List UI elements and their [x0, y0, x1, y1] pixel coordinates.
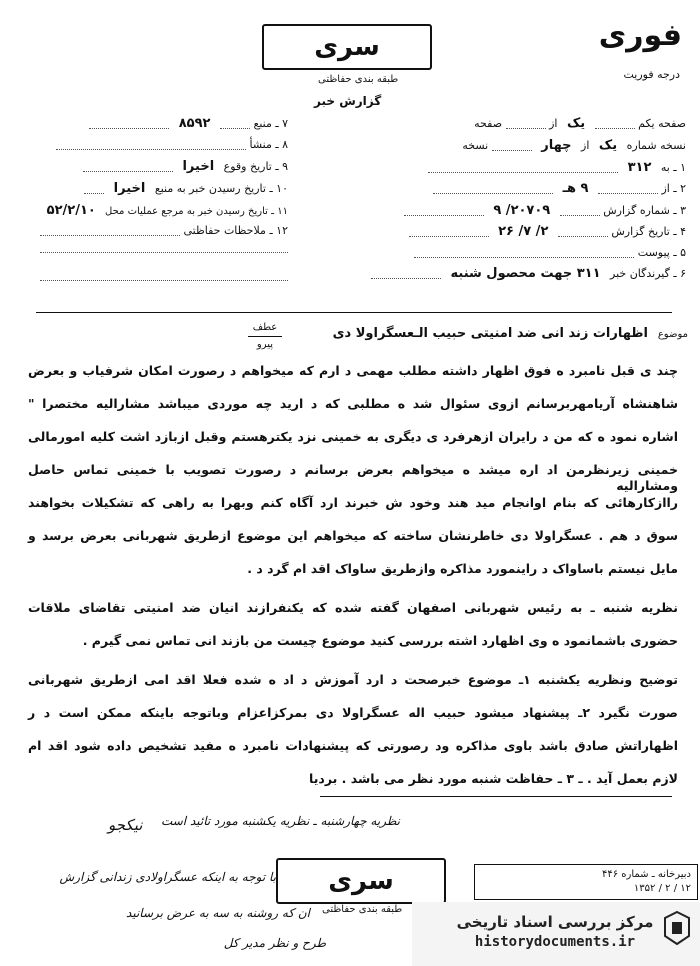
field-report-number: ۳ ـ شماره گزارش ۲۰۷۰۹/ ۹ [356, 203, 686, 218]
field-to: ۱ ـ به ۳۱۲ [356, 160, 686, 175]
followup-label: پیرو [256, 339, 274, 350]
registry-number: دبیرخانه ـ شماره ۴۴۶ [601, 869, 691, 880]
urgency-label: درجه فوریت [623, 68, 680, 81]
blank-line [40, 252, 288, 253]
body-line: اظهاراتش صادق باشد باوی مذاکره ود رصورتی که پیشنهادات نامبرد ه مفید تشخیص داده شود اقد ام [28, 738, 678, 753]
classification-stamp-bottom: سری [276, 858, 446, 904]
handwritten-note: طرح و نظر مدیر کل [223, 936, 326, 950]
report-title: گزارش خبر [314, 94, 382, 108]
watermark-name: مرکز بررسی اسناد تاریخی [456, 913, 654, 931]
field-recipients: ۶ ـ گیرندگان خبر ۳۱۱ جهت محصول شنبه [356, 266, 686, 281]
body-line: شاهنشاه آریامهربرسانم ازوی سئوال شد ه مطلبی که د ارید چه موردی میباشد مشارالیه مختصرا " [28, 396, 678, 411]
field-attachment: ۵ ـ پیوست [356, 246, 686, 259]
field-copy-number: نسخه شماره یک از چهار نسخه [462, 138, 686, 153]
reference-label: عطف [252, 322, 278, 333]
body-line: اشاره نمود ه که من د رایران ازهرفرد ی دیگری به خمینی نزد یکترهستم وقبل ازبازد اشت کلیه امورمالی [28, 429, 678, 444]
registry-date: ۱۲ / ۲ / ۱۳۵۲ [633, 883, 691, 894]
handwritten-signature: نیکجو [108, 816, 143, 834]
registry-stamp [474, 864, 698, 900]
field-occurrence-date: ۹ ـ تاریخ وقوع اخیرا [40, 159, 288, 174]
body-line: مایل نیستم باساواک د راینمورد مذاکره وازطریق ساواک اقد ام گرد د . [247, 561, 678, 576]
body-line: چند ی قبل نامبرد ه فوق اظهار داشته مطلب مهمی د ارم که میخواهم د رصورت امکان شرفیاب و بعرض [28, 363, 678, 378]
field-page: صفحه یکم یک از صفحه [474, 116, 686, 131]
classifier-label-bottom: طبقه بندی حفاظتی [322, 904, 403, 915]
handwritten-note: ان که روشنه به سه به عرض برسانید [126, 906, 310, 920]
field-report-date: ۴ ـ تاریخ گزارش ۲/ ۷/ ۲۶ [356, 224, 686, 239]
handwritten-note: با توجه به اینکه عسگراولادی زندانی گزارش [59, 870, 276, 884]
field-source: ۷ ـ منبع ۸۵۹۲ [40, 116, 288, 131]
urgency-title: فوری [598, 18, 682, 53]
field-from: ۲ ـ از ۹ هـ [356, 181, 686, 196]
subject-text: اظهارات زند انی ضد امنیتی حبیب الـعسگراولا دی [332, 326, 649, 341]
blank-line [40, 280, 288, 281]
field-source-date: ۱۰ ـ تاریخ رسیدن خبر به منبع اخیرا [40, 181, 288, 196]
classifier-label-top: طبقه بندی حفاظتی [318, 74, 399, 85]
reference-box [248, 321, 282, 352]
body-line: صورت نگیرد ۲ـ پیشنهاد میشود حبیب اله عسگراولا دی بمرکزاعزام وباتوجه باینکه ممکن است د ر [28, 705, 678, 720]
field-origin: ۸ ـ منشأ [40, 138, 288, 151]
body-line: خمینی زیرنظرمن اد اره میشد ه میخواهم بعرض برسانم د رصورت تصویب با خمینی تماس حاصل ومشارالیه [28, 462, 678, 493]
body-line: حضوری باشمانمود ه وی اظهارد اشته بررسی کنید موضوع چیست من بازند انی تماس نمی گیرم . [82, 633, 678, 648]
signature-divider [320, 796, 672, 797]
field-security-notes: ۱۲ ـ ملاحظات حفاظتی [40, 224, 288, 237]
subject-label: موضوع [657, 329, 688, 340]
watermark-url: historydocuments.ir [474, 934, 636, 950]
header-divider [36, 312, 672, 313]
subject-row [318, 326, 688, 341]
body-line: توضیح ونظریه یکشنبه ۱ـ موضوع خبرصحت د ارد آموزش د اد ه شده فعلا اقد امی ازطریق شهربانی [28, 672, 678, 687]
field-ops-date: ۱۱ ـ تاریخ رسیدن خبر به مرجع عملیات محل ۵۲/۲/۱۰ [46, 203, 288, 218]
body-line: نظریه شنبه ـ به رئیس شهربانی اصفهان گفته شده که یکنفرازند انیان ضد امنیتی تقاضای ملاقات [28, 600, 678, 615]
classification-stamp-top: سری [262, 24, 432, 70]
archive-logo-icon [662, 910, 692, 946]
body-line: راازکارهائی که بنام اوانجام مید هند وخود ش خبرند ارد آگاه کنم وبهرا به راهی که تشکیلات بخواهند [28, 495, 678, 510]
body-line: سوق د هم . عسگراولا دی خاطرنشان ساخته که میخواهم این موضوع ازطریق شهربانی بعرض برسد و [28, 528, 678, 543]
handwritten-note: نظریه چهارشنبه ـ نظریه یکشنبه مورد تائید است [160, 814, 400, 828]
body-line: لازم بعمل آید . ـ ۳ ـ حفاظت شنبه مورد نظر می باشد . بردیا [309, 771, 678, 786]
